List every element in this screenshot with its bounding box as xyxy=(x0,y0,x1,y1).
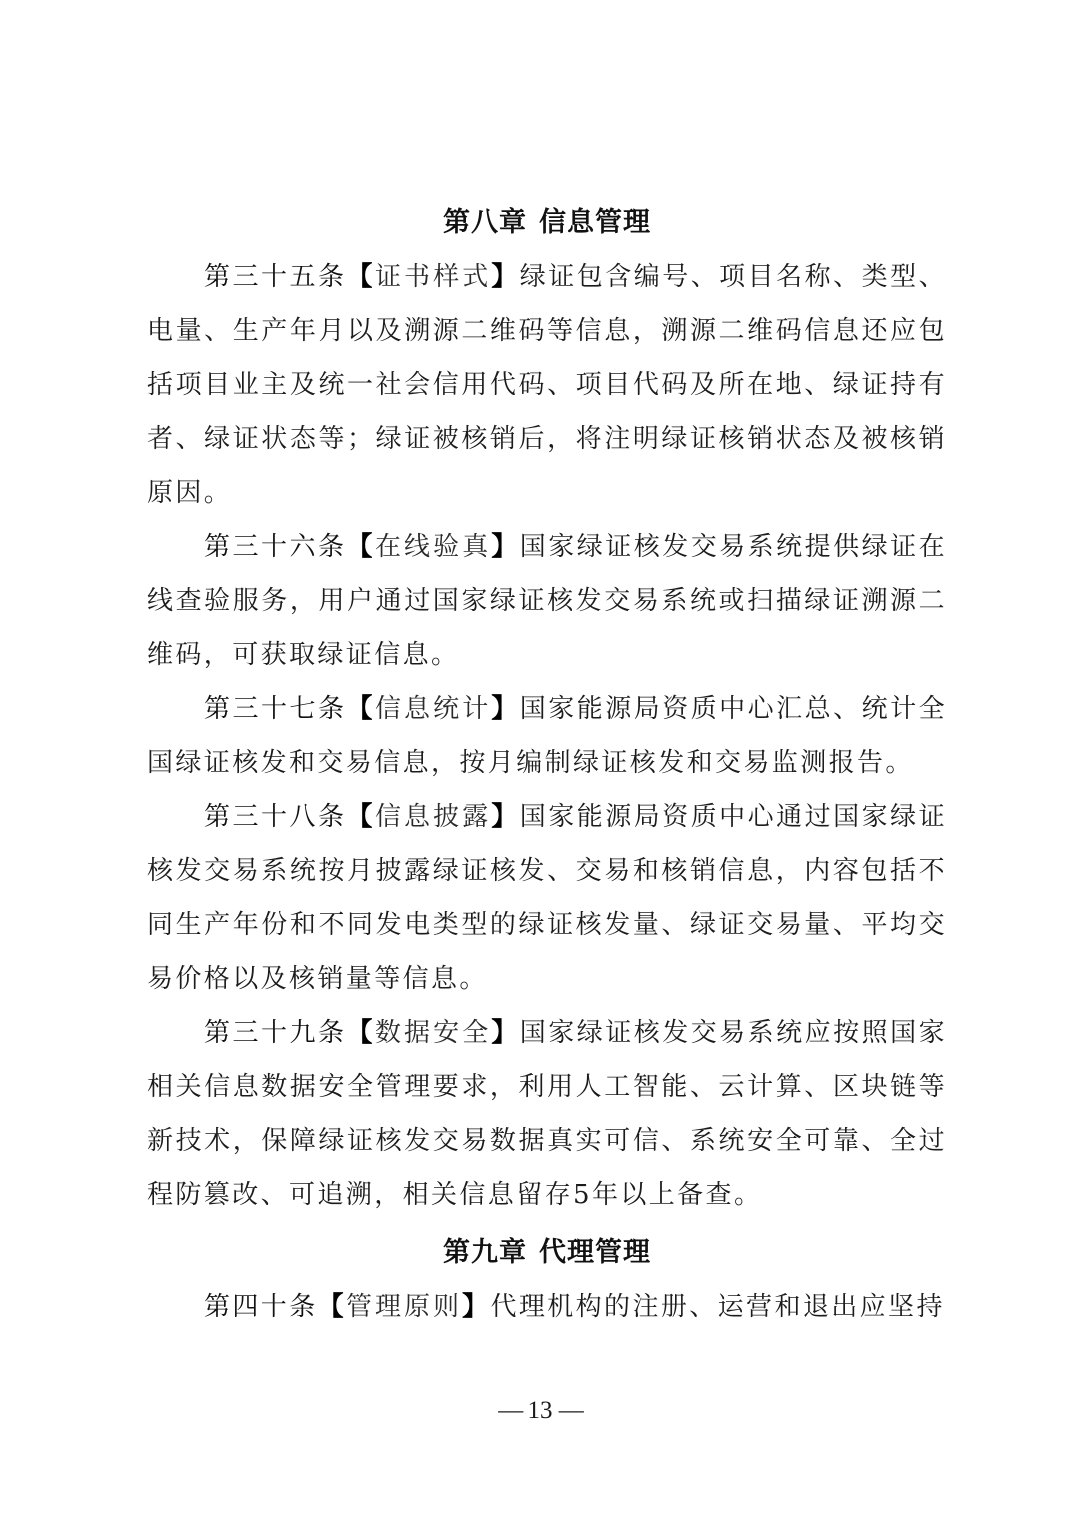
chapter-number: 第九章 xyxy=(443,1237,527,1268)
bracket-close: 】 xyxy=(491,802,520,832)
article-39 xyxy=(147,1006,947,1222)
chapter-number: 第八章 xyxy=(443,207,527,238)
article-36 xyxy=(147,520,947,682)
article-text: 国家能源局资质中心通过国家绿证核发交易系统按月披露绿证核发、交易和核销信息，内容包括不同生产年份和不同发电类型的绿证核发量、绿证交易量、平均交易价格以及核销量等信息。 xyxy=(147,802,947,994)
article-text: 国家绿证核发交易系统提供绿证在线查验服务，用户通过国家绿证核发交易系统或扫描绿证溯源二维码，可获取绿证信息。 xyxy=(147,532,947,670)
bracket-close: 】 xyxy=(491,694,520,724)
article-text: 绿证包含编号、项目名称、类型、电量、生产年月以及溯源二维码等信息，溯源二维码信息还应包括项目业主及统一社会信用代码、项目代码及所在地、绿证持有者、绿证状态等；绿证被核销后，将注明绿证核销状态及被核销原因。 xyxy=(147,262,947,508)
chapter-title xyxy=(147,1226,947,1280)
bracket-open: 【 xyxy=(346,532,375,562)
bracket-open: 【 xyxy=(346,802,375,832)
page-number-dash-left: — xyxy=(498,1397,522,1424)
article-number: 第三十六条 xyxy=(204,532,347,562)
page-number-dash-right: — xyxy=(558,1397,582,1424)
bracket-open: 【 xyxy=(346,262,375,292)
article-text: 国家能源局资质中心汇总、统计全国绿证核发和交易信息，按月编制绿证核发和交易监测报告。 xyxy=(147,694,947,778)
article-number: 第三十七条 xyxy=(204,694,347,724)
bracket-open: 【 xyxy=(346,1018,375,1048)
page-content xyxy=(147,196,947,1334)
article-topic: 数据安全 xyxy=(374,1018,492,1048)
bracket-open: 【 xyxy=(317,1292,347,1322)
bracket-open: 【 xyxy=(346,694,375,724)
article-topic: 信息统计 xyxy=(374,694,492,724)
chapter-name: 信息管理 xyxy=(539,207,651,238)
article-40 xyxy=(147,1280,947,1334)
article-35 xyxy=(147,250,947,520)
bracket-close: 】 xyxy=(462,1292,491,1322)
article-text: 国家绿证核发交易系统应按照国家相关信息数据安全管理要求，利用人工智能、云计算、区块链等新技术，保障绿证核发交易数据真实可信、系统安全可靠、全过程防篡改、可追溯，相关信息留存5年以上备查。 xyxy=(147,1018,947,1210)
article-number: 第三十八条 xyxy=(204,802,347,832)
article-topic: 在线验真 xyxy=(374,532,492,562)
chapter-9 xyxy=(147,1226,947,1334)
article-text: 代理机构的注册、运营和退出应坚持 xyxy=(490,1292,945,1322)
article-topic: 信息披露 xyxy=(374,802,492,832)
bracket-close: 】 xyxy=(491,1018,520,1048)
article-topic: 证书样式 xyxy=(374,262,492,292)
article-37 xyxy=(147,682,947,790)
bracket-close: 】 xyxy=(491,532,520,562)
chapter-8 xyxy=(147,196,947,1222)
chapter-name: 代理管理 xyxy=(539,1237,651,1268)
bracket-close: 】 xyxy=(491,262,520,292)
article-number: 第三十五条 xyxy=(204,262,347,292)
page-number xyxy=(0,1397,1080,1425)
article-number: 第四十条 xyxy=(204,1292,318,1322)
article-38 xyxy=(147,790,947,1006)
chapter-title xyxy=(147,196,947,250)
article-topic: 管理原则 xyxy=(346,1292,463,1322)
article-number: 第三十九条 xyxy=(204,1018,347,1048)
page-number-value: 13 xyxy=(527,1397,553,1424)
